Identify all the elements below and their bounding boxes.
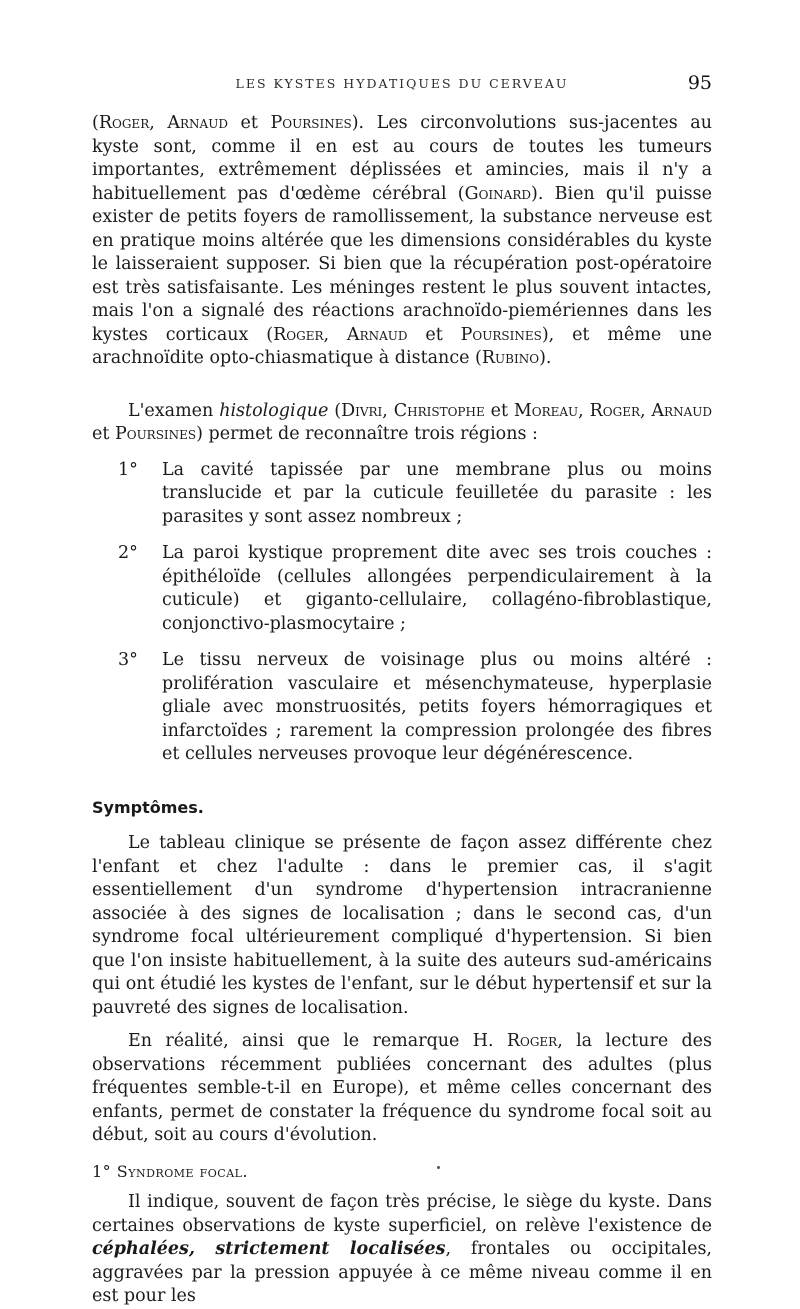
author-citation: Roger, Arnaud	[98, 113, 228, 133]
text-run: ).	[539, 348, 552, 368]
subsection-number: 1°	[92, 1161, 112, 1181]
text-run: et	[484, 400, 514, 421]
running-header	[92, 72, 712, 96]
text-run: ). Bien qu'il puisse exister de petits foyers de ramollissement, la substance nerveuse est en pratique moins altérée que les dimensions considérables du kyste le laisseraient supposer. Si bien que la récupération post-opératoire est très satisfaisante. Les méninges restent le plus souvent intactes, mais l'on a signalé des réactions arachnoïdo-piemériennes dans les kystes corticaux (	[92, 183, 713, 345]
paragraph-1	[92, 112, 712, 371]
list-item	[118, 649, 712, 767]
subsection-heading	[92, 1160, 712, 1184]
text-run: et	[92, 424, 115, 444]
text-run: ) permet de reconnaître trois régions :	[196, 424, 538, 444]
body-text	[92, 112, 712, 1309]
print-speck	[437, 1166, 440, 1169]
italic-term: histologique	[219, 400, 329, 421]
text-run: (	[328, 400, 342, 421]
text-run: Il indique, souvent de façon très précise, le siège du kyste. Dans certaines observations de kyste superficiel, on relève l'existence de	[92, 1192, 712, 1236]
subsection-title: Syndrome focal.	[116, 1161, 249, 1181]
text-run: En réalité, ainsi que le remarque H.	[128, 1031, 507, 1051]
list-item	[118, 542, 712, 636]
text-run: et	[407, 324, 461, 345]
author-citation: Moreau, Roger, Arnaud	[513, 400, 712, 421]
text-run: , frontales ou occipitales, aggravées par la pression appuyée à ce même niveau comme il en est pour les	[92, 1239, 712, 1306]
paragraph-5	[92, 1191, 712, 1309]
section-heading: Symptômes.	[92, 797, 204, 817]
text-run: L'examen	[128, 400, 220, 421]
text-run: et	[227, 113, 271, 133]
author-citation: Rubino	[481, 348, 540, 368]
list-text: Le tissu nerveux de voisinage plus ou moins altéré : prolifération vasculaire et mésenchymateuse, hyperplasie gliale avec monstruosités, petits foyers hémorragiques et infarctoïdes ; rarement la compression prolongée des fibres et cellules nerveuses provoque leur dégénérescence.	[162, 650, 712, 764]
paragraph-4	[92, 1030, 712, 1148]
author-citation: Divri, Christophe	[341, 400, 485, 421]
author-citation: Goinard	[464, 183, 531, 204]
list-number: 3°	[118, 650, 138, 670]
author-citation: Roger	[506, 1031, 558, 1051]
list-text: La paroi kystique proprement dite avec ses trois couches : épithéloïde (cellules allongées perpendiculairement à la cuticule) et giganto-cellulaire, collagéno-fibroblastique, conjonctivo-plasmocytaire ;	[162, 543, 712, 634]
text-run: , la lecture des observations récemment publiées concernant des adultes (plus fréquentes semble-t-il en Europe), et même celles concernant des enfants, permet de constater la fréquence du syndrome focal soit au début, soit au cours d'évolution.	[92, 1031, 712, 1145]
author-citation: Poursines	[270, 113, 352, 133]
author-citation: Poursines	[460, 324, 542, 345]
emphasis-term: céphalées, strictement localisées	[92, 1239, 446, 1259]
list-text: La cavité tapissée par une membrane plus ou moins translucide et par la cuticule feuilletée du parasite : les parasites y sont assez nombreux ;	[162, 459, 712, 527]
list-item	[118, 459, 712, 530]
list-number: 1°	[118, 459, 138, 480]
author-citation: Poursines	[114, 424, 197, 444]
page-number: 95	[687, 72, 712, 94]
paragraph-2	[92, 400, 712, 447]
author-citation: Roger, Arnaud	[273, 324, 408, 345]
paragraph-3: Le tableau clinique se présente de façon assez différente chez l'enfant et chez l'adulte : dans le premier cas, il s'agit essentiellement d'un syndrome d'hypertension intracranienne associée à des signes de localisation ; dans le second cas, d'un syndrome focal ultérieurement compliqué d'hypertension. Si bien que l'on insiste habituellement, à la suite des auteurs sud-américains qui ont étudié les kystes de l'enfant, sur le début hypertensif et sur la pauvreté des signes de localisation.	[92, 833, 712, 1018]
list-number: 2°	[118, 543, 138, 563]
text-run: (	[92, 113, 99, 133]
text-run: ), et même une arachnoïdite opto-chiasmatique à distance (	[92, 324, 712, 368]
text-run: ). Les circonvolutions sus-jacentes au kyste sont, comme il en est au cours de toutes les tumeurs importantes, extrêmement déplissées et amincies, mais il n'y a habituellement pas d'œdème cérébral (	[92, 113, 712, 204]
running-title: LES KYSTES HYDATIQUES DU CERVEAU	[235, 76, 569, 91]
